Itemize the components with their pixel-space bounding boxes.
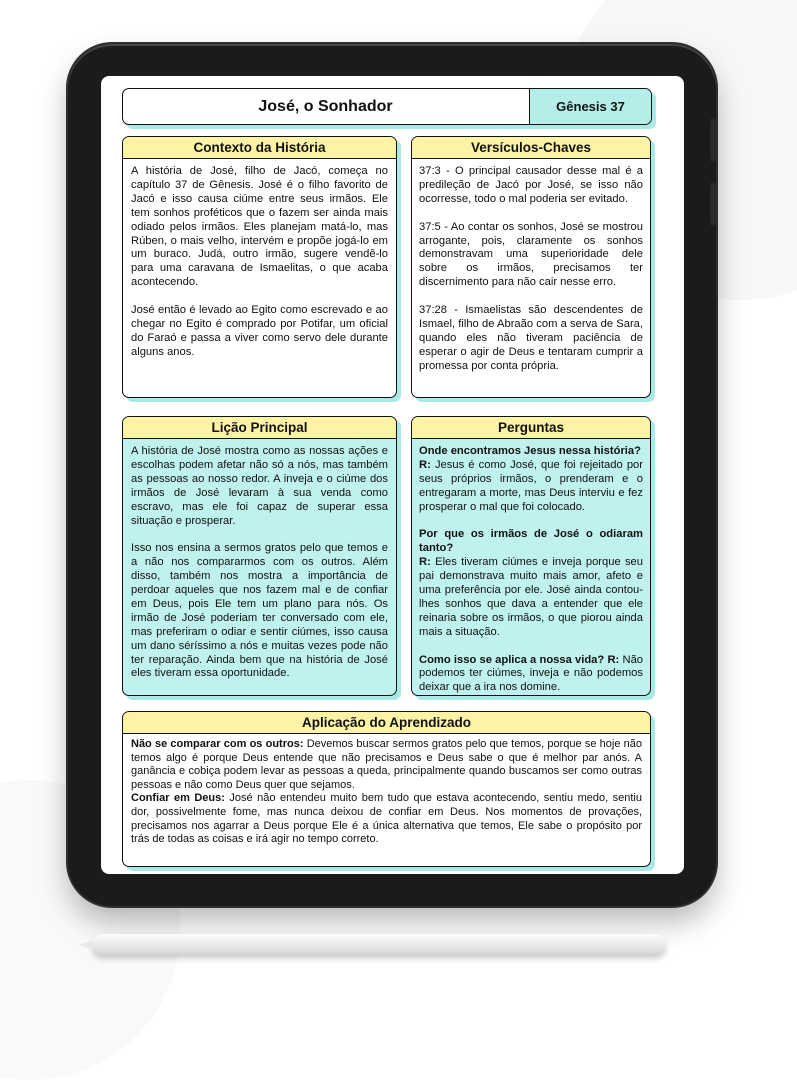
verse-note: 37:28 - Ismaelistas são descendentes de Ismael, filho de Abraão com a serva de Sara, quando eles não tiveram paciência de esperar o agir de Deus e tentaram cumprir a promessa por conta própria.	[419, 304, 643, 372]
application-topic: Confiar em Deus:	[131, 792, 225, 805]
answer-label: R:	[419, 458, 431, 471]
answer-text: Não podemos ter ciúmes, inveja e não podemos deixar que a ira nos domine.	[419, 653, 644, 694]
context-paragraph: A história de José, filho de Jacó, começa no capítulo 37 de Gênesis. José é o filho favorito de Jacó e isso causa ciúme entre seus irmãos. Ele tem sonhos proféticos que o fazem ser ainda mais odiado pelos irmãos. Eles planejam matá-lo, mas Rúben, o mais velho, intervém e propõe jogá-lo em um buraco. Judá, outro irmão, sugere vendê-lo para uma caravana de Ismaelitas, o que acaba acontecendo.	[131, 165, 388, 289]
tablet-side-button	[710, 118, 716, 162]
question-item	[419, 654, 643, 696]
answer-label: R:	[607, 653, 620, 666]
application-card	[122, 711, 651, 867]
question-item	[419, 528, 643, 639]
application-item	[131, 792, 642, 846]
answer-text: Jesus é como José, que foi rejeitado por seus próprios irmãos, o prenderam e o entregaram a morte, mas Deus interviu e fez prosperar o mal que foi colocado.	[419, 458, 643, 513]
questions-heading: Perguntas	[412, 417, 650, 439]
lesson-paragraph: Isso nos ensina a sermos gratos pelo que temos e a não nos compararmos com os outros. Além disso, também nos mostra a importância de perdoar aqueles que nos fazem mal e de confiar em Deus, pois Ele tem um plano para nós. Os irmão de José poderiam ter conversado com ele, mas preferiram o odiar e sentir ciúmes, isso causa um dano séríssimo a nós e muitas vezes pode não ter reparação. Ainda bem que na história de José eles tiveram essa oportunidade.	[131, 542, 388, 680]
verse-note: 37:5 - Ao contar os sonhos, José se mostrou arrogante, pois, claramente os sonhos demonstravam uma superioridade dele sobre os irmãos, precisamos ter discernimento para não cair nesse erro.	[419, 220, 643, 289]
application-heading: Aplicação do Aprendizado	[123, 712, 650, 734]
key-verses-card	[411, 136, 651, 398]
key-verses-heading: Versículos-Chaves	[412, 137, 650, 159]
application-item	[131, 738, 642, 792]
main-lesson-card	[122, 416, 397, 696]
lesson-paragraph: A história de José mostra como as nossas ações e escolhas podem afetar não só a nós, mas também as pessoas ao nosso redor. A inveja e o ciúme dos irmãos de José levaram à sua venda como escravo, mas ele foi capaz de superar essa situação e prosperar.	[131, 445, 388, 527]
context-card	[122, 136, 397, 398]
context-paragraph: José então é levado ao Egito como escrevado e ao chegar no Egito é comprado por Potifar, um oficial do Faraó e passa a viver como servo dele durante alguns anos.	[131, 304, 388, 358]
answer-text: Eles tiveram ciúmes e inveja porque seu pai demonstrava muito mais amor, afeto e uma preferência por ele. José ainda contou-lhes sonhos que dava a entender que ele reinaria sobre os irmãos, o que piorou ainda mais a situação.	[419, 556, 644, 638]
main-lesson-heading: Lição Principal	[123, 417, 396, 439]
question-text: Por que os irmãos de José o odiaram tanto?	[419, 528, 643, 555]
page-title: José, o Sonhador	[258, 97, 393, 115]
questions-card	[411, 416, 651, 696]
question-text: Como isso se aplica a nossa vida?	[419, 653, 605, 666]
application-topic: Não se comparar com os outros:	[131, 738, 304, 750]
verse-note: 37:3 - O principal causador desse mal é a predileção de Jacó por José, se isso não ocorresse, todo o mal poderia ser evitado.	[419, 165, 643, 205]
bible-reference-badge: Gênesis 37	[529, 89, 651, 124]
question-item	[419, 445, 643, 515]
stylus-tip	[78, 940, 94, 950]
stylus-pencil	[92, 934, 666, 956]
title-bar	[122, 88, 652, 125]
tablet-side-button	[710, 182, 716, 226]
question-text: Onde encontramos Jesus nessa história?	[419, 445, 641, 457]
application-text: José não entendeu muito bem tudo que estava acontecendo, sentiu medo, sentiu dor, possivelmente fome, mas nunca deixou de confiar em Deus. Nos momentos de provações, precisamos nos agarrar a Deus porque Ele é a única alternativa que temos, Ele sabe o propósito por trás de todas as coisas e irá agir no tempo correto.	[131, 792, 642, 846]
application-text: Devemos buscar sermos gratos pelo que temos, porque se hoje não temos algo é porque Deus entende que não precisamos e Deus sabe o que é melhor par anós. A ganância e cobiça podem levar as pessoas a queda, principalmente quando buscamos ser como outras pessoas e não como Deus quer que sejamos.	[131, 738, 642, 791]
answer-label: R:	[419, 556, 431, 569]
context-heading: Contexto da História	[123, 137, 396, 159]
